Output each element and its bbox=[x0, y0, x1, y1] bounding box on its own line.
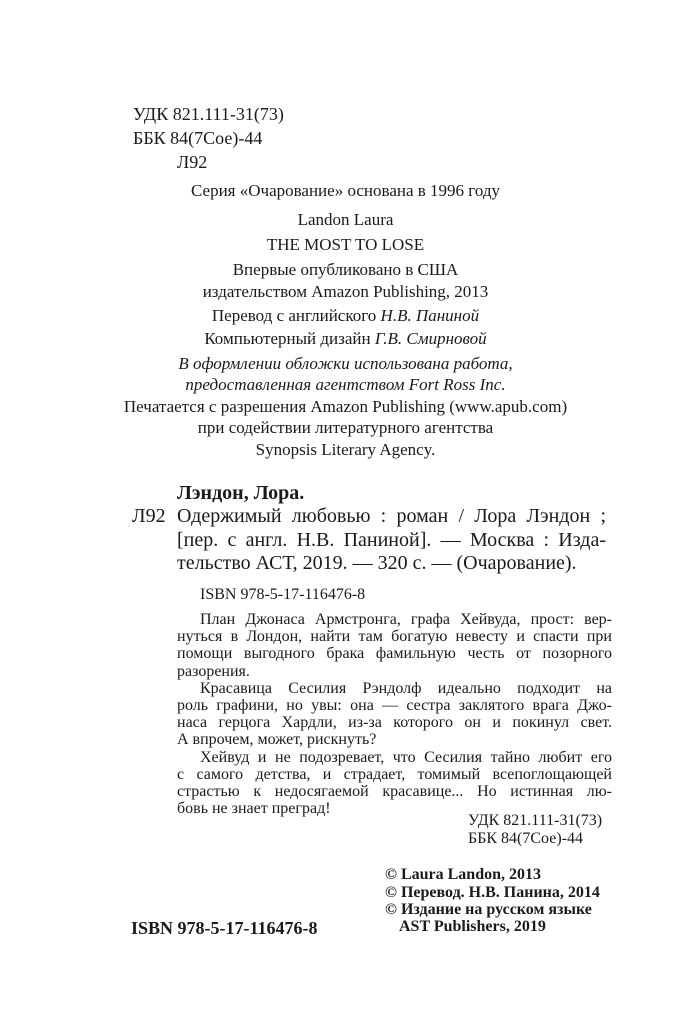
catalog-mark: Л92 bbox=[132, 505, 166, 527]
author-mark: Л92 bbox=[177, 152, 208, 172]
copyright-line2: © Перевод. Н.В. Панина, 2014 bbox=[385, 884, 600, 901]
udk-code: УДК 821.111-31(73) bbox=[133, 104, 284, 124]
catalog-line1: Одержимый любовью : роман / Лора Лэндон ; bbox=[177, 505, 606, 527]
annotation-line: Красавица Сесилия Рэндолф идеально подходит на bbox=[200, 680, 612, 697]
annotation-line: разорения. bbox=[177, 663, 250, 680]
copyright-line4: AST Publishers, 2019 bbox=[399, 918, 546, 935]
copyright-line1: © Laura Landon, 2013 bbox=[385, 866, 541, 883]
annotation-line: нуться в Лондон, найти там богатую невесту и спасти при bbox=[177, 628, 612, 645]
copyright-line3: © Издание на русском языке bbox=[385, 901, 592, 918]
original-author: Landon Laura bbox=[297, 210, 394, 229]
annotation-udk: УДК 821.111-31(73) bbox=[468, 812, 603, 829]
permission-line3: Synopsis Literary Agency. bbox=[255, 440, 436, 459]
design-credit bbox=[0, 330, 691, 347]
annotation-bbk: ББК 84(7Сое)-44 bbox=[468, 830, 583, 847]
design-label: Компьютерный дизайн bbox=[204, 329, 371, 348]
annotation-line: помощи выгодного брака фамильную честь от позорного bbox=[177, 645, 612, 662]
series-note: Серия «Очарование» основана в 1996 году bbox=[190, 181, 500, 200]
annotation-line: Хейвуд и не подозревает, что Сесилия тайно любит его bbox=[200, 749, 612, 766]
original-title: THE MOST TO LOSE bbox=[266, 235, 425, 254]
bbk-code: ББК 84(7Сое)-44 bbox=[133, 128, 263, 148]
cover-note-line1: В оформлении обложки использована работа, bbox=[178, 354, 513, 373]
translation-credit bbox=[0, 307, 691, 324]
annotation-line: План Джонаса Армстронга, графа Хейвуда, прост: вер- bbox=[200, 611, 612, 628]
annotation-line: роль графини, но увы: она — сестра заклятого врага Джо- bbox=[177, 697, 612, 714]
bottom-isbn: ISBN 978-5-17-116476-8 bbox=[131, 918, 318, 938]
annotation-line: с самого детства, и страдает, томимый всепоглощающей bbox=[177, 766, 612, 783]
first-published-line2: издательством Amazon Publishing, 2013 bbox=[202, 282, 489, 301]
cover-note-line2: предоставленная агентством Fort Ross Inc. bbox=[185, 375, 506, 394]
catalog-heading: Лэндон, Лора. bbox=[177, 482, 305, 504]
annotation-line: А впрочем, может, рискнуть? bbox=[177, 731, 377, 748]
annotation-line: наса герцога Хардли, из-за которого он и покинул свет. bbox=[177, 714, 612, 731]
permission-line1: Печатается с разрешения Amazon Publishing (www.apub.com) bbox=[123, 397, 568, 416]
translation-label: Перевод с английского bbox=[211, 306, 377, 325]
catalog-line2: [пер. с англ. Н.В. Паниной]. — Москва : Изда- bbox=[177, 529, 606, 551]
catalog-isbn: ISBN 978-5-17-116476-8 bbox=[200, 586, 366, 603]
first-published-line1: Впервые опубликовано в США bbox=[232, 260, 459, 279]
designer-name: Г.В. Смирновой bbox=[374, 329, 487, 348]
annotation-line: страстью к недосягаемой красавице... Но истинная лю- bbox=[177, 783, 612, 800]
permission-line2: при содействии литературного агентства bbox=[197, 418, 494, 437]
translator-name: Н.В. Паниной bbox=[380, 306, 480, 325]
annotation-line: бовь не знает преград! bbox=[177, 800, 331, 817]
catalog-line3: тельство АСТ, 2019. — 320 с. — (Очарование). bbox=[177, 552, 577, 574]
